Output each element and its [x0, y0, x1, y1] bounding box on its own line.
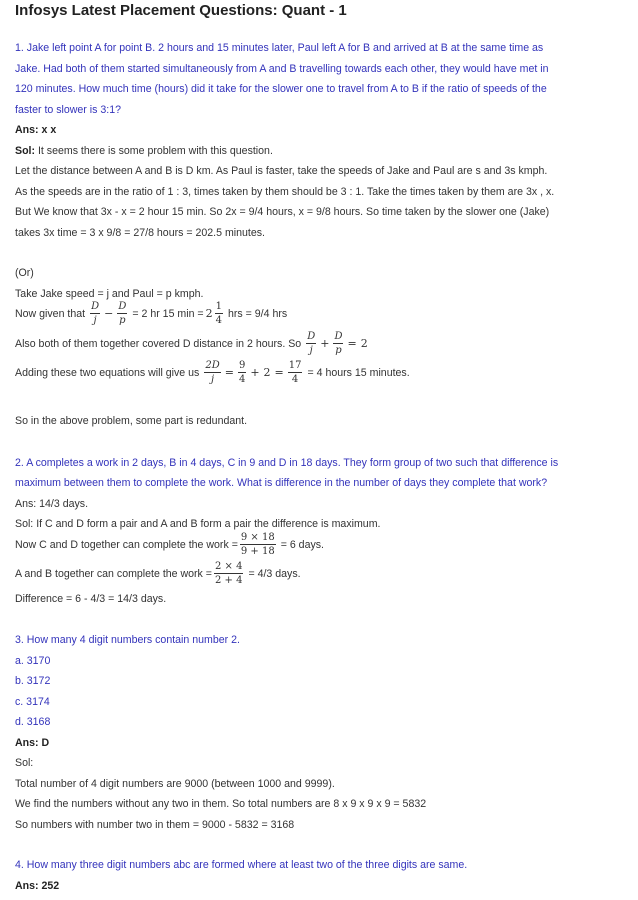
- q1-also-equation: [15, 331, 370, 356]
- equals-sign: =: [347, 337, 357, 350]
- minus-sign: −: [104, 307, 114, 320]
- q1-sol-first: It seems there is some problem with this question.: [35, 145, 273, 157]
- frac-den: 4: [291, 374, 299, 385]
- q3-option-b: b. 3172: [15, 675, 51, 687]
- q2-solution: Sol: If C and D form a pair and A and B form a pair the difference is maximum.: [15, 518, 381, 530]
- frac-num: D: [334, 331, 343, 342]
- q1-solution-intro: [15, 144, 273, 158]
- q1-sol-line-4: takes 3x time = 3 x 9/8 = 27/8 hours = 202.5 minutes.: [15, 227, 265, 239]
- frac-num: 9 × 18: [240, 532, 275, 543]
- q1-or: (Or): [15, 267, 34, 279]
- fraction-D-over-j: [306, 331, 316, 356]
- q1-answer-value: x x: [38, 124, 57, 136]
- q2-line-2: maximum between them to complete the work. What is difference in the number of days they complete that work?: [15, 477, 548, 489]
- fraction-9-over-4: [238, 360, 246, 385]
- fraction-D-over-j: [90, 301, 100, 326]
- frac-num: 17: [288, 360, 302, 371]
- adding-prefix: Adding these two equations will give us: [15, 366, 200, 379]
- q1-answer-label: Ans:: [15, 124, 39, 136]
- frac-den: j: [210, 374, 215, 385]
- given-suffix: hrs = 9/4 hrs: [228, 307, 288, 320]
- also-prefix: Also both of them together covered D distance in 2 hours. So: [15, 337, 302, 350]
- frac-num: D: [307, 331, 316, 342]
- q2-difference: Difference = 6 - 4/3 = 14/3 days.: [15, 593, 167, 605]
- frac-num: 2D: [205, 360, 220, 371]
- frac-den: 2 + 4: [215, 575, 243, 586]
- q1-answer: [15, 123, 56, 137]
- q3-solution-label: Sol:: [15, 757, 34, 769]
- q1-adding-equation: [15, 360, 410, 385]
- q1-line-1: 1. Jake left point A for point B. 2 hours and 15 minutes later, Paul left A for B and arrived at B at the same time as: [15, 42, 544, 54]
- frac-num: D: [91, 301, 100, 312]
- given-mid: = 2 hr 15 min =: [132, 307, 204, 320]
- q3-option-a: a. 3170: [15, 655, 51, 667]
- q1-given-equation: [15, 301, 287, 326]
- q1-line-2: Jake. Had both of them started simultaneously from A and B travelling towards each other, they would have met in: [15, 63, 549, 75]
- q2-answer: Ans: 14/3 days.: [15, 498, 89, 510]
- cd-prefix: Now C and D together can complete the work =: [15, 538, 238, 551]
- rhs-two: 2: [360, 337, 368, 350]
- q1-sol-label: Sol:: [15, 145, 36, 157]
- fraction-D-over-p: [333, 331, 343, 356]
- q3-option-d: d. 3168: [15, 716, 51, 728]
- equals-sign: =: [274, 366, 284, 379]
- q1-sol-line-3: But We know that 3x - x = 2 hour 15 min. So 2x = 9/4 hours, x = 9/8 hours. So time taken by the slower one (Jake): [15, 206, 550, 218]
- q2-line-1: 2. A completes a work in 2 days, B in 4 days, C in 9 and D in 18 days. They form group of two such that difference is: [15, 457, 559, 469]
- adding-suffix: = 4 hours 15 minutes.: [307, 366, 410, 379]
- frac-den: j: [309, 345, 313, 356]
- fraction-2D-over-j: [204, 360, 220, 385]
- q3-option-c: c. 3174: [15, 696, 50, 708]
- fraction-cd: [240, 532, 276, 557]
- mixed-whole: 2: [205, 307, 213, 320]
- frac-den: p: [335, 345, 342, 356]
- frac-den: 4: [215, 315, 222, 326]
- ab-prefix: A and B together can complete the work =: [15, 567, 212, 580]
- q1-sol-line-2: As the speeds are in the ratio of 1 : 3, times taken by them should be 3 : 1. Take the times taken by them are 3x , x.: [15, 186, 555, 198]
- fraction-D-over-p: [117, 301, 127, 326]
- two-value: 2: [263, 366, 271, 379]
- mixed-fraction: [206, 301, 225, 326]
- fraction-ab: [214, 561, 243, 586]
- fraction-1-over-4: [215, 301, 223, 326]
- q3-answer: Ans: D: [15, 737, 50, 749]
- q1-line-3: 120 minutes. How much time (hours) did it take for the slower one to travel from A to B if the ratio of speeds of the: [15, 83, 547, 95]
- equals-sign: =: [224, 366, 234, 379]
- frac-den: 4: [238, 374, 246, 385]
- q1-sol-line-1: Let the distance between A and B is D km. As Paul is faster, take the speeds of Jake and Paul are s and 3s kmph.: [15, 165, 548, 177]
- given-prefix: Now given that: [15, 307, 86, 320]
- q4-question: 4. How many three digit numbers abc are formed where at least two of the three digits are same.: [15, 859, 468, 871]
- frac-num: 9: [238, 360, 246, 371]
- frac-den: 9 + 18: [240, 546, 275, 557]
- frac-num: D: [118, 301, 127, 312]
- fraction-17-over-4: [288, 360, 303, 385]
- frac-num: 2 × 4: [215, 561, 243, 572]
- q3-sol-line-2: We find the numbers without any two in them. So total numbers are 8 x 9 x 9 x 9 = 5832: [15, 798, 427, 810]
- q2-ab-equation: [15, 561, 301, 586]
- frac-num: 1: [215, 301, 222, 312]
- q3-question: 3. How many 4 digit numbers contain number 2.: [15, 634, 240, 646]
- frac-den: p: [119, 315, 126, 326]
- ab-suffix: = 4/3 days.: [248, 567, 301, 580]
- q2-cd-equation: [15, 532, 324, 557]
- plus-sign: +: [320, 337, 330, 350]
- cd-suffix: = 6 days.: [280, 538, 325, 551]
- q1-redundant-note: So in the above problem, some part is redundant.: [15, 415, 248, 427]
- frac-den: j: [93, 315, 97, 326]
- page-title: Infosys Latest Placement Questions: Quant - 1: [15, 2, 347, 19]
- q4-answer: Ans: 252: [15, 880, 60, 892]
- q1-speeds-line: Take Jake speed = j and Paul = p kmph.: [15, 288, 204, 300]
- q1-line-4: faster to slower is 3:1?: [15, 104, 121, 116]
- q3-sol-line-3: So numbers with number two in them = 9000 - 5832 = 3168: [15, 819, 295, 831]
- q3-sol-line-1: Total number of 4 digit numbers are 9000 (between 1000 and 9999).: [15, 778, 335, 790]
- plus-sign: +: [250, 366, 260, 379]
